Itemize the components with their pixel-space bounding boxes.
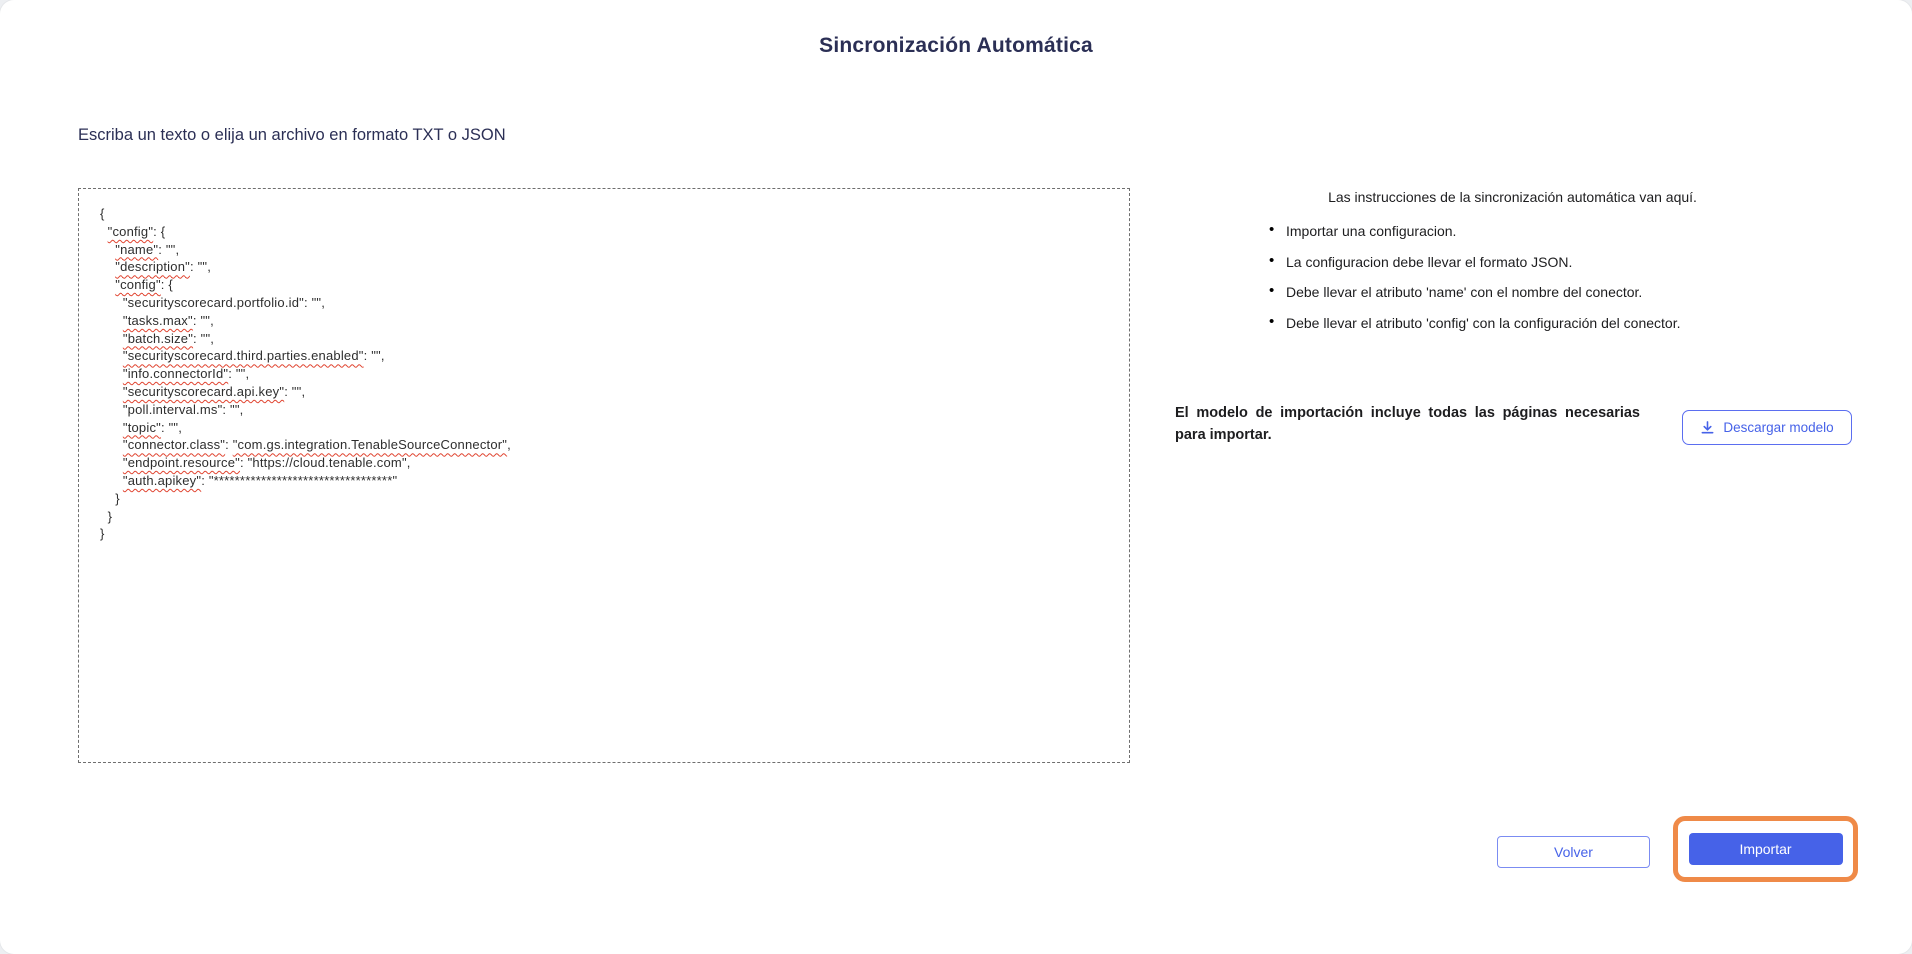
- json-editor[interactable]: [78, 188, 1130, 763]
- volver-button[interactable]: Volver: [1497, 836, 1650, 868]
- instruction-item: • Importar una configuracion.: [1286, 222, 1680, 240]
- code-line: {: [100, 206, 105, 221]
- download-icon: [1700, 420, 1715, 435]
- json-editor-content: [100, 205, 511, 543]
- code-line: "securityscorecard.portfolio.id": "",: [100, 294, 326, 310]
- code-line: "name": "",: [115, 241, 180, 257]
- code-line: "info.connectorId": "",: [122, 366, 250, 382]
- model-info-text: El modelo de importación incluye todas las páginas necesarias para importar.: [1175, 405, 1640, 443]
- download-button-label: Descargar modelo: [1723, 420, 1834, 435]
- code-line: "securityscorecard.third.parties.enabled": "",: [122, 348, 385, 364]
- code-line: "config": {: [107, 223, 166, 239]
- code-line: "connector.class": "com.gs.integration.TenableSourceConnector",: [122, 437, 511, 453]
- code-line: "batch.size": "",: [122, 330, 215, 346]
- importar-highlight-annotation: [1673, 816, 1858, 882]
- code-line: "config": {: [115, 277, 173, 293]
- code-line: }: [100, 508, 113, 524]
- code-line: }: [100, 526, 105, 542]
- code-line: "tasks.max": "",: [122, 312, 214, 328]
- code-line: "description": "",: [115, 259, 212, 275]
- code-line: "topic": "",: [122, 419, 183, 435]
- code-line: "securityscorecard.api.key": "",: [122, 383, 306, 399]
- importar-button[interactable]: Importar: [1689, 833, 1843, 865]
- code-line: "auth.apikey": "**********************************": [122, 472, 398, 488]
- editor-instruction-label: Escriba un texto o elija un archivo en formato TXT o JSON: [78, 126, 506, 144]
- code-line: "endpoint.resource": "https://cloud.tenable.com",: [122, 455, 411, 471]
- code-line: "poll.interval.ms": "",: [100, 401, 244, 417]
- instruction-item: • Debe llevar el atributo 'config' con la configuración del conector.: [1286, 314, 1680, 332]
- instructions-heading: Las instrucciones de la sincronización automática van aquí.: [1328, 189, 1697, 205]
- download-model-button[interactable]: [1682, 410, 1852, 445]
- code-line: }: [100, 490, 120, 506]
- instructions-list: [1286, 222, 1680, 344]
- instruction-item: • Debe llevar el atributo 'name' con el nombre del conector.: [1286, 283, 1680, 301]
- instruction-item: • La configuracion debe llevar el formato JSON.: [1286, 253, 1680, 271]
- page-title: Sincronización Automática: [819, 34, 1093, 57]
